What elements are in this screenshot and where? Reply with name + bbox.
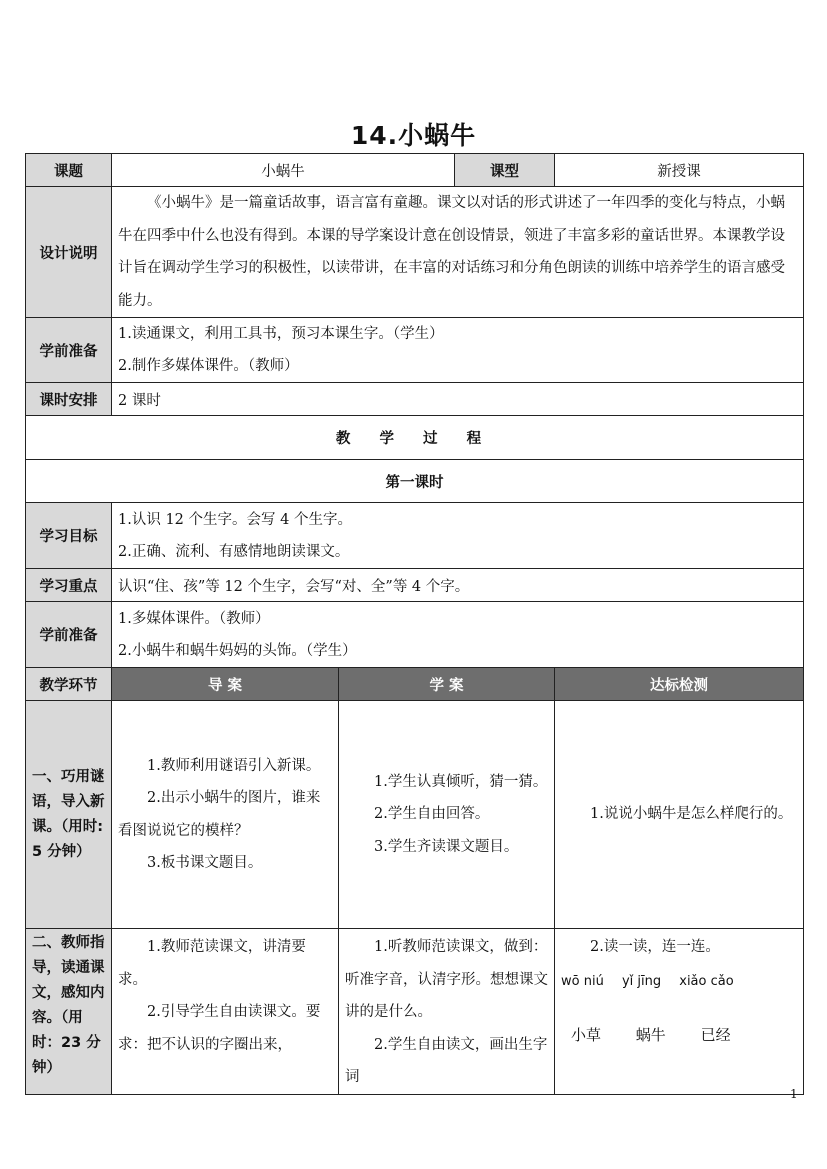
focus-value: 认识“住、孩”等 12 个生字，会写“对、全”等 4 个字。	[112, 569, 804, 602]
table-row	[26, 701, 804, 929]
goals-line: 2.正确、流利、有感情地朗读课文。	[118, 543, 350, 560]
prep2-content	[112, 602, 804, 668]
prep2-line: 2.小蜗牛和蜗牛妈妈的头饰。（学生）	[118, 642, 357, 659]
goals-line: 1.认识 12 个生字。会写 4 个生字。	[118, 511, 352, 528]
study-item: 3.学生齐读课文题目。	[374, 838, 519, 855]
table-row	[26, 929, 804, 1095]
prep1-label: 学前准备	[26, 318, 112, 383]
design-row	[26, 187, 804, 318]
focus-row	[26, 569, 804, 602]
guide-cell	[112, 929, 339, 1095]
guide-item: 3.板书课文题目。	[147, 855, 263, 871]
prep1-line: 2.制作多媒体课件。（教师）	[118, 358, 299, 374]
focus-label: 学习重点	[26, 569, 112, 602]
schedule-row	[26, 383, 804, 416]
guide-item: 2.引导学生自由读课文。要求：把不认识的字圈出来，	[118, 1004, 321, 1053]
goals-content	[112, 503, 804, 569]
pinyin-row	[561, 966, 797, 998]
topic-value: 小蜗牛	[112, 154, 455, 187]
topic-row	[26, 154, 804, 187]
guide-item: 1.教师利用谜语引入新课。	[147, 757, 321, 774]
column-header-row	[26, 668, 804, 701]
schedule-label: 课时安排	[26, 383, 112, 416]
stage-column-header: 教学环节	[26, 668, 112, 701]
prep1-row	[26, 318, 804, 383]
pinyin-item: wō niú	[561, 973, 604, 989]
design-label: 设计说明	[26, 187, 112, 318]
stage-cell: 二、教师指导，读通课文，感知内容。（用时：23 分钟）	[26, 929, 112, 1095]
process-title-row	[26, 416, 804, 460]
page-number: 1	[790, 1087, 798, 1101]
check-cell	[555, 701, 804, 929]
study-item: 2.学生自由读文，画出生字词	[345, 1036, 548, 1085]
lesson-title-row	[26, 460, 804, 503]
check-column-header: 达标检测	[555, 668, 804, 701]
check-cell	[555, 929, 804, 1095]
prep2-row	[26, 602, 804, 668]
study-column-header: 学 案	[339, 668, 555, 701]
pinyin-item: yǐ jīng	[621, 973, 662, 989]
study-cell	[339, 701, 555, 929]
study-item: 1.学生认真倾听，猜一猜。	[374, 773, 548, 790]
hanzi-item: 小草	[571, 1025, 602, 1044]
prep1-content	[112, 318, 804, 383]
type-value: 新授课	[555, 154, 804, 187]
prep2-line: 1.多媒体课件。（教师）	[118, 610, 270, 627]
type-label: 课型	[455, 154, 555, 187]
hanzi-row	[561, 1020, 797, 1050]
goals-label: 学习目标	[26, 503, 112, 569]
prep2-label: 学前准备	[26, 602, 112, 668]
hanzi-item: 蜗牛	[635, 1025, 666, 1044]
guide-item: 2.出示小蜗牛的图片，谁来看图说说它的模样？	[118, 790, 321, 839]
study-item: 2.学生自由回答。	[374, 806, 490, 823]
guide-cell	[112, 701, 339, 929]
pinyin-item: xiǎo cǎo	[679, 973, 734, 989]
topic-label: 课题	[26, 154, 112, 187]
check-item: 1.说说小蜗牛是怎么样爬行的。	[590, 806, 793, 823]
stage-cell: 一、巧用谜语，导入新课。（用时: 5 分钟）	[26, 701, 112, 929]
design-text: 《小蜗牛》是一篇童话故事，语言富有童趣。课文以对话的形式讲述了一年四季的变化与特点，小蜗牛在四季中什么也没有得到。本课的导学案设计意在创设情景，领进了丰富多彩的童话世界。本课教学设计旨在调动学生学习的积极性，以读带讲，在丰富的对话练习和分角色朗读的训练中培养学生的语言感受能力。	[112, 187, 804, 318]
hanzi-item: 已经	[700, 1025, 731, 1044]
check-title: 2.读一读，连一连。	[590, 939, 720, 955]
study-cell	[339, 929, 555, 1095]
lesson-title: 第一课时	[26, 460, 804, 503]
study-item: 1.听教师范读课文，做到：听准字音，认清字形。想想课文讲的是什么。	[345, 939, 548, 1020]
guide-item: 1.教师范读课文，讲清要求。	[118, 939, 306, 988]
process-title: 教 学 过 程	[26, 416, 804, 460]
page-title: 14.小蜗牛	[350, 121, 477, 150]
schedule-value: 2 课时	[112, 383, 804, 416]
lesson-plan-table	[25, 153, 804, 1095]
prep1-line: 1.读通课文，利用工具书，预习本课生字。（学生）	[118, 326, 444, 342]
goals-row	[26, 503, 804, 569]
guide-column-header: 导 案	[112, 668, 339, 701]
